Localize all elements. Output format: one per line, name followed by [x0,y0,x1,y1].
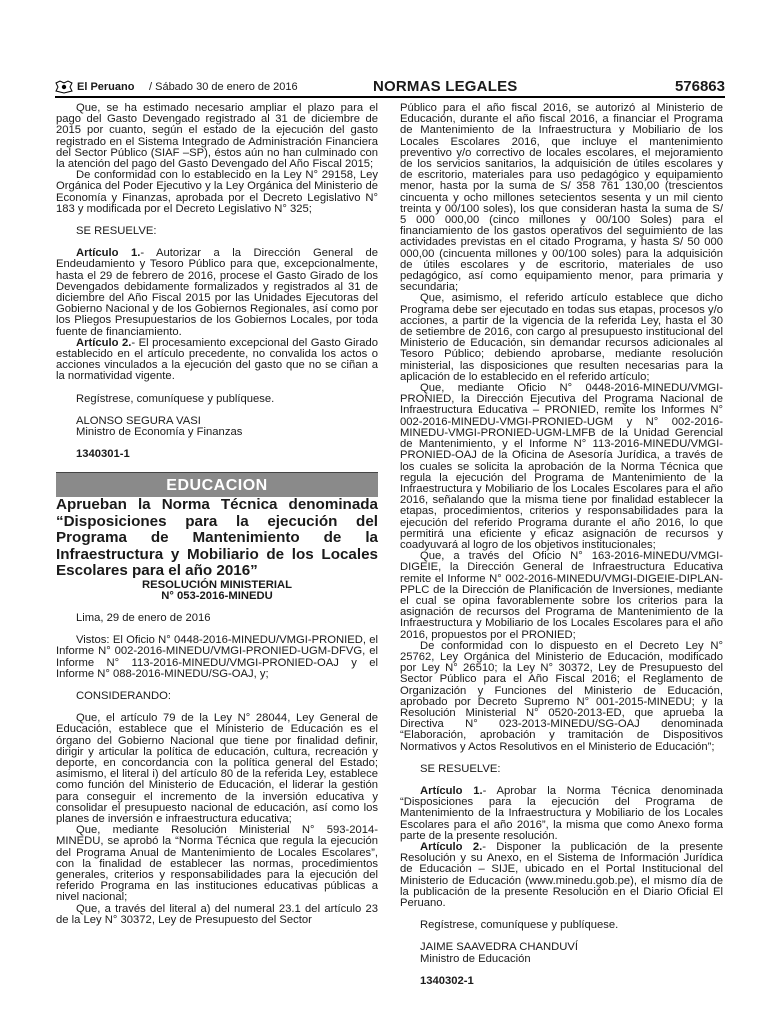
paragraph: Que, a través del literal a) del numeral 23.1 del artículo 23 de la Ley N° 30372, Ley de Presupuesto del Sector [56,902,378,926]
page-header [55,78,725,98]
section-title: NORMAS LEGALES [373,78,518,95]
paragraph: Que, a través del Oficio N° 163-2016-MINEDU/VMGI-DIGEIE, la Dirección General de Infraestructura Educativa remite el Informe N° 002-2016-MINEDU/VMGI-DIGEIE-DIPLAN-PPLC de la Dirección de Planificación de Inversiones, mediante el cual se opina favorablemente sobre los criterios para la asignación de recursos del Programa de Mantenimiento de la Infraestructura y Mobiliario de los Locales Escolares para el año 2016, propuestos por el PRONIED; [400,550,723,641]
article-label: Artículo 1. [76,247,141,260]
article-2 [56,338,378,383]
page-number: 576863 [674,78,725,95]
document-code: 1340302-1 [420,974,474,987]
paragraph: Vistos: El Oficio N° 0448-2016-MINEDU/VMGI-PRONIED, el Informe N° 002-2016-MINEDU/VMGI-PRONIED-UGM-DFVG, el Informe N° 113-2016-MINEDU/VMGI-PRONIED-OAJ y el Informe N° 088-2016-MINEDU/SG-OAJ, y; [56,634,378,680]
article-1 [56,248,378,338]
article-1 [400,786,723,842]
paragraph: Que, mediante Resolución Ministerial N° 593-2014-MINEDU, se aprobó la “Norma Técnica que regula la ejecución del Programa Anual de Mantenimiento de Locales Escolares”, con la finalidad de establecer las normas, procedimientos generales, criterios y responsabilidades para la ejecución del referido Programa en las instituciones educativas públicas a nivel nacional; [56,824,378,904]
left-column [56,103,378,926]
considerando-heading: CONSIDERANDO: [76,689,172,702]
signer-title: Ministro de Economía y Finanzas [76,426,243,439]
resolution-number: N° 053-2016-MINEDU [161,589,273,602]
article-label: Artículo 2. [420,841,483,853]
document-code: 1340301-1 [76,448,130,461]
signer-name: JAIME SAAVEDRA CHANDUVÍ [420,941,578,954]
paragraph: Que, se ha estimado necesario ampliar el plazo para el pago del Gasto Devengado registrado al 31 de diciembre de 2015 por cuanto, según el estado de la ejecución del gasto registrado en el Sistema Integrado de Administración Financiera del Sector Público (SIAF –SP), éstos aún no han culminado con la atención del pago del Gasto Devengado del Año Fiscal 2015; [56,102,378,171]
article-text: - Aprobar la Norma Técnica denominada “Disposiciones para la ejecución del Programa de Mantenimiento de la Infraestructura y Mobiliario de los Locales Escolares para el año 2016”, la misma que como Anexo forma parte de la presente resolución. [400,784,723,842]
paragraph: Que, el artículo 79 de la Ley N° 28044, Ley General de Educación, establece que el Ministerio de Educación es el órgano del Gobierno Nacional que tiene por finalidad definir, dirigir y articular la política de educación, cultura, recreación y deporte, en concordancia con la política general del Estado; asimismo, el literal i) del artículo 80 de la referida Ley, establece como función del Ministerio de Educación, el liderar la gestión para conseguir el incremento de la inversión educativa y consolidar el presupuesto nacional de educación, así como los planes de inversión e infraestructura educativa; [56,712,378,825]
article-2 [400,842,723,909]
resolution-heading: SE RESUELVE: [76,225,157,238]
coat-of-arms-icon [55,80,73,94]
closing-formula: Regístrese, comuníquese y publíquese. [420,919,619,932]
article-text: - El procesamiento excepcional del Gasto Girado establecido en el artículo precedente, no convalida los actos o acciones vinculados a la ejecución del gasto que no se ciñan a la normatividad vigente. [56,336,378,383]
newspaper-name: El Peruano [77,81,135,93]
city-date: Lima, 29 de enero de 2016 [76,611,211,624]
resolution-heading: SE RESUELVE: [420,762,501,775]
signer-name: ALONSO SEGURA VASI [76,414,201,427]
paragraph: De conformidad con lo dispuesto en el Decreto Ley N° 25762, Ley Orgánica del Ministerio de Educación, modificado por Ley N° 26510; la Ley N° 30372, Ley de Presupuesto del Sector Público para el Año Fiscal 2016; el Reglamento de Organización y Funciones del Ministerio de Educación, aprobado por Decreto Supremo N° 001-2015-MINEDU; y la Resolución Ministerial N° 0520-2013-ED, que aprueba la Directiva N° 023-2013-MINEDU/SG-OAJ denominada “Elaboración, aprobación y tramitación de Dispositivos Normativos y Actos Resolutivos en el Ministerio de Educación”; [400,639,723,753]
norm-title: Aprueban la Norma Técnica denominada “Disposiciones para la ejecución del Programa de Mantenimiento de la Infraestructura y Mobiliario de los Locales Escolares para el año 2016” [56,496,378,580]
article-label: Artículo 2. [76,336,132,349]
closing-formula: Regístrese, comuníquese y publíquese. [76,392,275,405]
section-banner: EDUCACION [56,472,378,497]
paragraph: Público para el año fiscal 2016, se autorizó al Ministerio de Educación, durante el año fiscal 2016, a financiar el Programa de Mantenimiento de la Infraestructura y Mobiliario de los Locales Escolares 2016, que incluye el mantenimiento preventivo y/o correctivo de locales escolares, el mejoramiento de los servicios sanitarios, la adquisición de útiles escolares y de escritorio, materiales para uso pedagógico y equipamiento menor, hasta por la suma de S/ 358 761 130,00 (trescientos cincuenta y ocho millones setecientos sesenta y un mil ciento treinta y 00/100 soles), los que consideran hasta la suma de S/ 5 000 000,00 (cinco millones y 00/100 Soles) para el financiamiento de los gastos operativos del seguimiento de las actividades previstas en el citado Programa, y hasta S/ 50 000 000,00 (cincuenta millones y 00/100 soles) para la adquisición de útiles escolares y de escritorio, materiales de uso pedagógico, así como equipamiento menor, para primaria y secundaria; [400,102,723,294]
article-label: Artículo 1. [420,784,483,797]
right-column [400,103,723,987]
resolution-title: RESOLUCIÓN MINISTERIAL [141,578,292,591]
paragraph: Que, asimismo, el referido artículo establece que dicho Programa debe ser ejecutado en todas sus etapas, procesos y/o acciones, a partir de la vigencia de la referida Ley, hasta el 30 de setiembre de 2016, con cargo al presupuesto institucional del Ministerio de Educación, sin demandar recursos adicionales al Tesoro Público; debiendo aprobarse, mediante resolución ministerial, las disposiciones que resulten necesarias para la aplicación de lo establecido en el referido artículo; [400,292,723,383]
publication-date: / Sábado 30 de enero de 2016 [149,81,298,93]
signer-title: Ministro de Educación [420,952,531,965]
article-text: - Disponer la publicación de la presente Resolución y su Anexo, en el Sistema de Información Jurídica de Educación – SIJE, ubicado en el Portal Institucional del Ministerio de Educación (www.minedu.gob.pe), el mismo día de la publicación de la presente Resolución en el Diario Oficial El Peruano. [400,841,723,910]
paragraph: Que, mediante Oficio N° 0448-2016-MINEDU/VMGI-PRONIED, la Dirección Ejecutiva del Programa Nacional de Infraestructura Educativa – PRONIED, remite los Informes N° 002-2016-MINEDU-VMGI-PRONIED-UGM y N° 002-2016-MINEDU-VMGI-PRONIED-UGM-LMFB de la Unidad Gerencial de Mantenimiento, y el Informe N° 113-2016-MINEDU/VMGI-PRONIED-OAJ de la Oficina de Asesoría Jurídica, a través de los cuales se solicita la aprobación de la Norma Técnica que regula la ejecución del Programa de Mantenimiento de la Infraestructura y Mobiliario de los Locales Escolares para el año 2016, señalando que la misma tiene por finalidad establecer la etapas, procedimientos, criterios y responsabilidades para la ejecución del referido Programa durante el año 2016, lo que permitirá una eficiente y eficaz asignación de recursos y coadyuvará al logro de los objetivos institucionales; [400,382,723,551]
article-text: - Autorizar a la Dirección General de Endeudamiento y Tesoro Público para que, excepcionalmente, hasta el 29 de febrero de 2016, procese el Gasto Girado de los Devengados debidamente formalizados y registrados al 31 de diciembre del Año Fiscal 2015 por las Unidades Ejecutoras del Gobierno Nacional y de los Gobiernos Regionales, así como por los Pliegos Presupuestarios de los Gobiernos Locales, por toda fuente de financiamiento. [56,247,378,338]
paragraph: De conformidad con lo establecido en la Ley N° 29158, Ley Orgánica del Poder Ejecutivo y la Ley Orgánica del Ministerio de Economía y Finanzas, aprobada por el Decreto Legislativo N° 183 y modificada por el Decreto Legislativo N° 325; [56,169,378,215]
